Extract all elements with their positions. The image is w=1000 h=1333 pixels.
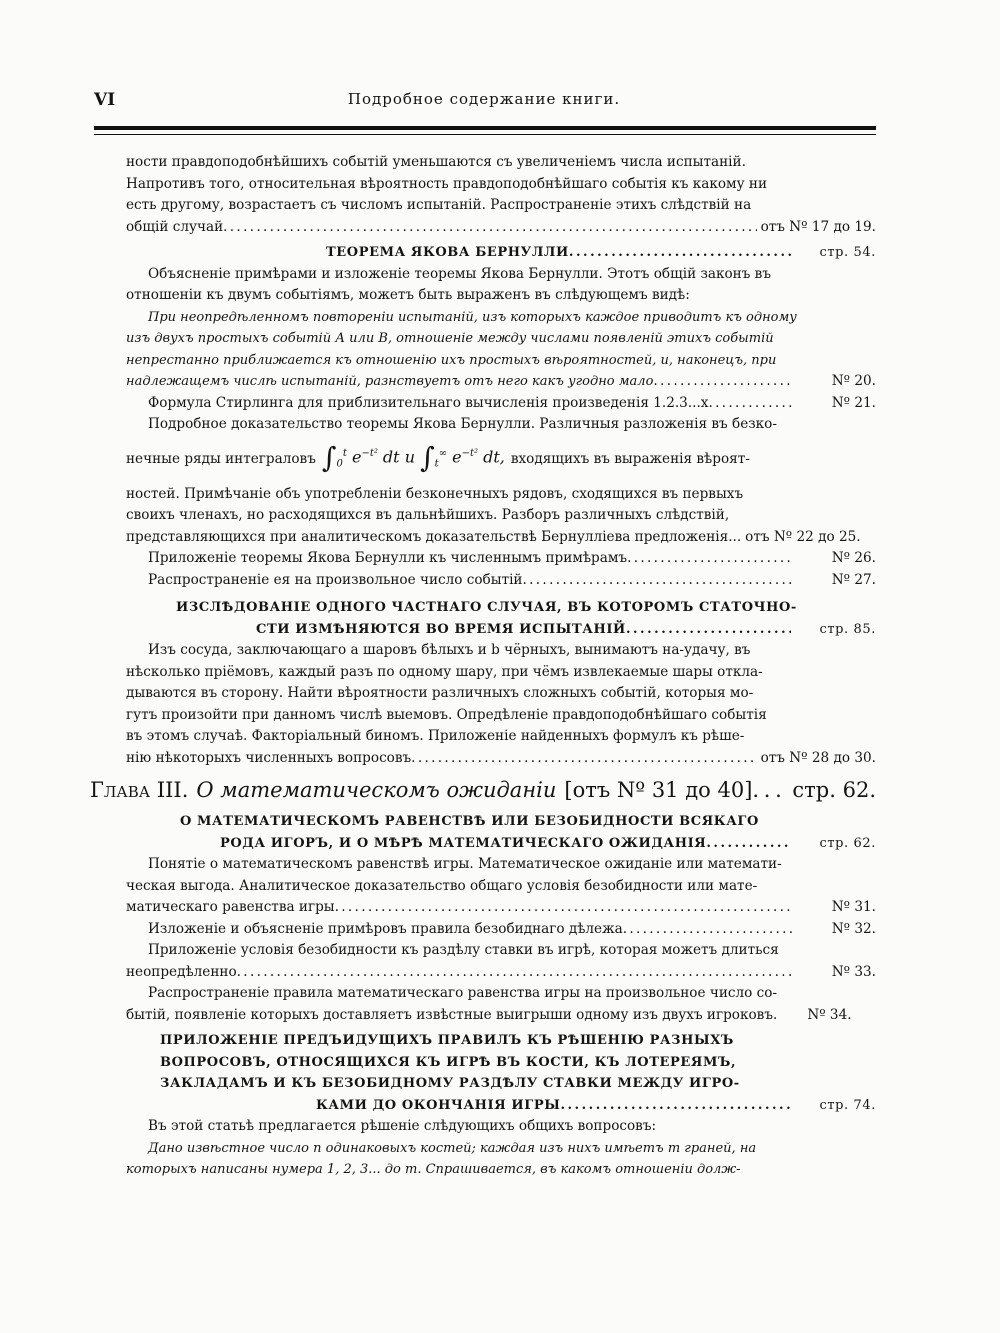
- section-heading: ИЗСЛѢДОВАНІЕ ОДНОГО ЧАСТНАГО СЛУЧАЯ, ВЪ КОТОРОМЪ СТАТОЧНО-: [176, 600, 797, 615]
- text-line: есть другому, возрастаетъ съ числомъ испытаній. Распространеніе этихъ слѣдствій на: [126, 197, 752, 213]
- text-line: Въ этой статьѣ предлагается рѣшеніе слѣдующихъ общихъ вопросовъ:: [148, 1118, 657, 1134]
- section-heading: ЗАКЛАДАМЪ И КЪ БЕЗОБИДНОМУ РАЗДѢЛУ СТАВКИ МЕЖДУ ИГРО-: [160, 1076, 740, 1091]
- text-line: ческая выгода. Аналитическое доказательство общаго условія безобидности или мате-: [126, 877, 758, 894]
- theorem-line: непрестанно приближается къ отношенію ихъ простыхъ вѣроятностей, и, наконецъ, при: [126, 352, 777, 368]
- section-heading: КАМИ ДО ОКОНЧАНІЯ ИГРЫ . . . стр. 74.: [126, 1095, 876, 1117]
- formula-line: нечные ряды интеграловъ $\int_0^t$ $e^{-t^2}$ dt и $\int_t^\infty$ $e^{-t^2}$ dt, входящихъ въ выраженія вѣроят-: [126, 441, 750, 475]
- page-header: [94, 90, 874, 114]
- toc-body: [90, 152, 876, 1181]
- section-heading: ВОПРОСОВЪ, ОТНОСЯЩИХСЯ КЪ ИГРѢ ВЪ КОСТИ, КЪ ЛОТЕРЕЯМЪ,: [160, 1054, 737, 1070]
- text-line: своихъ членахъ, но расходящихся въ дальнѣйшихъ. Разборъ различныхъ слѣдствій,: [126, 507, 730, 523]
- text-line: гутъ произойти при данномъ числѣ выемовъ. Опредѣленіе правдоподобнѣйшаго событія: [126, 706, 767, 723]
- toc-entry: Изложеніе и объясненіе примѣровъ правила безобиднаго дѣлежа . . . Nº 32.: [126, 919, 876, 941]
- toc-entry: матическаго равенства игры . . . Nº 31.: [126, 897, 876, 919]
- section-heading: ПРИЛОЖЕНІЕ ПРЕДЪИДУЩИХЪ ПРАВИЛЪ КЪ РѢШЕНІЮ РАЗНЫХЪ: [160, 1033, 734, 1048]
- text-line: отношеніи къ двумъ событіямъ, можетъ быть выраженъ въ слѣдующемъ видѣ:: [126, 287, 690, 303]
- header-rule-thick: [94, 126, 876, 130]
- toc-entry: бытій, появленіе которыхъ доставляетъ извѣстные выигрыши одному изъ двухъ игроковъ. Nº 34.: [126, 1006, 852, 1023]
- text-line: Распространеніе правила математическаго равенства игры на произвольное число со-: [148, 985, 778, 1001]
- toc-entry: Распространеніе ея на произвольное число событій . . . Nº 27.: [126, 570, 876, 592]
- page-number: VI: [94, 90, 116, 110]
- toc-entry: Приложеніе теоремы Якова Бернулли къ численнымъ примѣрамъ . . . Nº 26.: [126, 548, 876, 570]
- text-line: Понятіе о математическомъ равенствѣ игры. Математическое ожиданіе или математи-: [148, 856, 782, 872]
- text-line: Объясненіе примѣрами и изложеніе теоремы Якова Бернулли. Этотъ общій законъ въ: [148, 265, 771, 282]
- text-line: ностей. Примѣчаніе объ употребленіи безконечныхъ рядовъ, сходящихся въ первыхъ: [126, 485, 744, 502]
- chapter-title: О математическомъ ожиданіи: [196, 778, 557, 802]
- text-line: въ этомъ случаѣ. Факторіальный биномъ. Приложеніе найденныхъ формулъ къ рѣше-: [126, 728, 745, 744]
- text-line: Напротивъ того, относительная вѣроятность правдоподобнѣйшаго событія къ какому ни: [126, 175, 768, 192]
- text-line: Приложеніе условія безобидности къ раздѣлу ставки въ игрѣ, которая можетъ длиться: [148, 942, 779, 958]
- toc-entry: надлежащемъ числѣ испытаній, разнствуетъ отъ него какъ угодно мало . . . Nº 20.: [126, 371, 876, 393]
- integral-formula: $\int_0^t$ $e^{-t^2}$ dt и $\int_t^\infty$ $e^{-t^2}$ dt,: [321, 441, 505, 475]
- text-line: ности правдоподобнѣйшихъ событій уменьшаются съ увеличеніемъ числа испытаній.: [126, 154, 746, 170]
- theorem-line: изъ двухъ простыхъ событій А или В, отношеніе между числами появленій этихъ событій: [126, 331, 774, 346]
- section-heading: ТЕОРЕМА ЯКОВА БЕРНУЛЛИ . . . стр. 54.: [126, 242, 876, 264]
- section-heading: О МАТЕМАТИЧЕСКОМЪ РАВЕНСТВѢ ИЛИ БЕЗОБИДНОСТИ ВСЯКАГО: [180, 814, 759, 829]
- text-line: дываются въ сторону. Найти вѣроятности различныхъ сложныхъ событій, которыя мо-: [126, 685, 754, 701]
- chapter-heading: [90, 773, 876, 807]
- entry-ref: отъ Nº 17 до 19.: [760, 218, 876, 235]
- chapter-range: [отъ Nº 31 до 40]: [564, 778, 753, 802]
- chapter-label: Глава III.: [90, 778, 189, 802]
- text-line: Дано извѣстное число n одинаковыхъ костей; каждая изъ нихъ имѣетъ m граней, на: [148, 1140, 757, 1156]
- chapter-page: стр. 62.: [792, 778, 876, 802]
- text-line: нѣсколько пріёмовъ, каждый разъ по одному шару, при чёмъ извлекаемые шары откла-: [126, 663, 763, 680]
- toc-entry: общій случай . . . отъ Nº 17 до 19.: [126, 217, 876, 239]
- toc-entry: неопредѣленно . . . Nº 33.: [126, 962, 876, 984]
- text-line: Подробное доказательство теоремы Якова Бернулли. Различныя разложенія въ безко-: [148, 416, 777, 432]
- header-rule-thin: [94, 134, 876, 135]
- toc-entry: нію нѣкоторыхъ численныхъ вопросовъ . . . отъ Nº 28 до 30.: [126, 748, 876, 770]
- text-line: которыхъ написаны нумера 1, 2, 3... до m. Спрашивается, въ какомъ отношеніи долж-: [126, 1162, 741, 1177]
- text-line: Изъ сосуда, заключающаго a шаровъ бѣлыхъ и b чёрныхъ, вынимаютъ на-удачу, въ: [148, 642, 751, 658]
- section-heading: СТИ ИЗМѢНЯЮТСЯ ВО ВРЕМЯ ИСПЫТАНІЙ . . . стр. 85.: [126, 619, 876, 641]
- running-title: Подробное содержание книги.: [347, 90, 621, 108]
- section-heading: РОДА ИГОРЪ, И О МѢРѢ МАТЕМАТИЧЕСКАГО ОЖИДАНІЯ . . . стр. 62.: [126, 833, 876, 855]
- toc-entry: представляющихся при аналитическомъ доказательствѣ Бернуллiева предложенія... отъ Nº 22 до 25.: [126, 528, 861, 545]
- theorem-line: При неопредѣленномъ повтореніи испытаній, изъ которыхъ каждое приводитъ къ одному: [148, 309, 797, 325]
- toc-entry: Формула Стирлинга для приблизительнаго вычисленія произведенія 1.2.3...x . . . Nº 21.: [126, 393, 876, 415]
